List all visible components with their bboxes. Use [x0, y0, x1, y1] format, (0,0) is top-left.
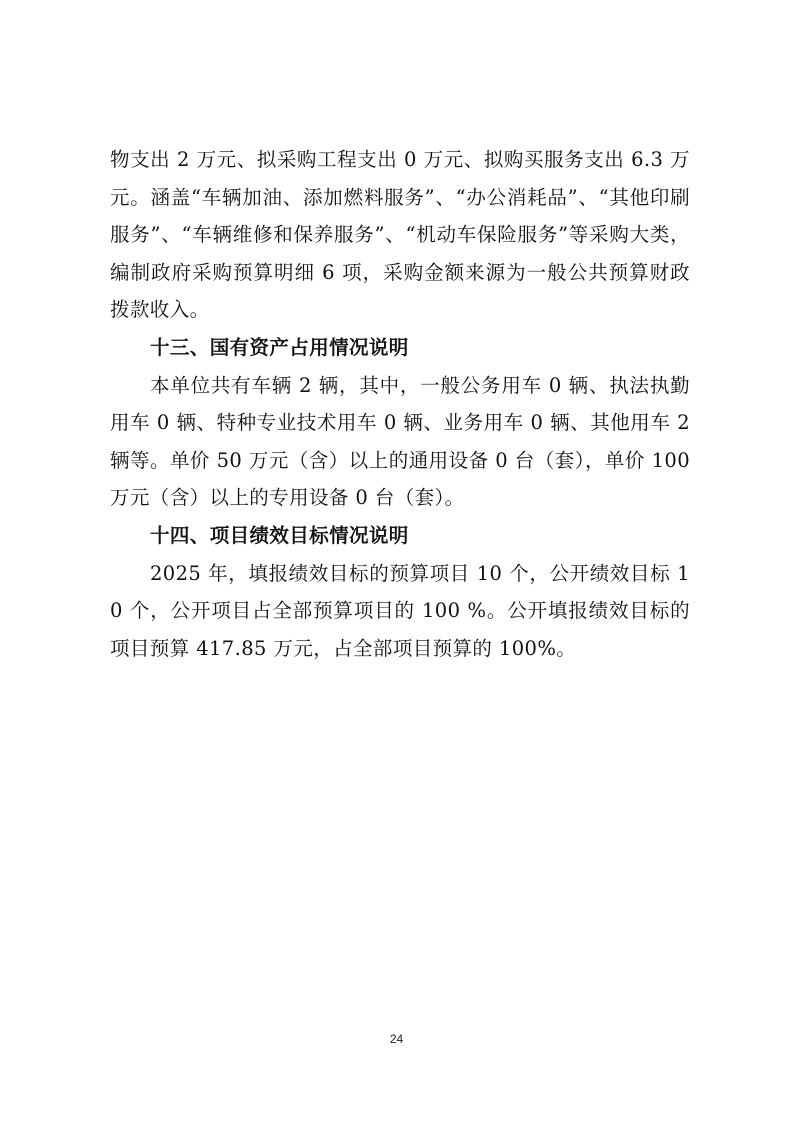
paragraph-performance: 2025 年，填报绩效目标的预算项目 10 个，公开绩效目标 10 个，公开项目占全部预算项目的 100 %。公开填报绩效目标的项目预算 417.85 万元，占全部项目预算的 100%。 — [110, 561, 690, 660]
paragraph-procurement: 物支出 2 万元、拟采购工程支出 0 万元、拟购买服务支出 6.3 万元。涵盖“车辆加油、添加燃料服务”、“办公消耗品”、“其他印刷服务”、“车辆维修和保养服务”、“机动车保险服务”等采购大类，编制政府采购预算明细 6 项，采购金额来源为一般公共预算财政拨款收入。 — [110, 148, 690, 322]
section-heading-performance: 十四、项目绩效目标情况说明 — [150, 523, 409, 547]
section-heading-assets: 十三、国有资产占用情况说明 — [150, 335, 409, 359]
paragraph-assets: 本单位共有车辆 2 辆，其中，一般公务用车 0 辆、执法执勤用车 0 辆、特种专业技术用车 0 辆、业务用车 0 辆、其他用车 2 辆等。单价 50 万元（含）以上的通用设备 0 台（套），单价 100 万元（含）以上的专用设备 0 台（套）。 — [110, 373, 690, 510]
page-number: 24 — [389, 1032, 404, 1046]
page-body — [110, 141, 690, 667]
